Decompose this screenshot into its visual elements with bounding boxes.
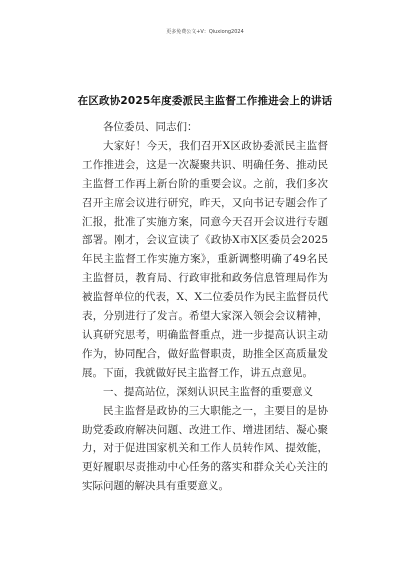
section-paragraph: 民主监督是政协的三大职能之一，主要目的是协助党委政府解决问题、改进工作、增进团结、凝心聚力，对于促进国家机关和工作人员转作风、提效能，更好履职尽责推动中心任务的落实和群众关心关注的实际问题的解决具有重要意义。	[82, 404, 328, 493]
greeting: 各位委员、同志们：	[103, 121, 198, 133]
document-body	[82, 118, 328, 496]
section-heading: 一、提高站位，深刻认识民主监督的重要意义	[103, 385, 313, 398]
header-note: 更多免费公文+V：Qiuxiong2024	[166, 29, 244, 35]
document-title: 在区政协2025年度委派民主监督工作推进会上的讲话	[77, 95, 333, 107]
opening-paragraph: 大家好！今天，我们召开X区政协委派民主监督工作推进会，这是一次凝聚共识、明确任务、推动民主监督工作再上新台阶的重要会议。之前，我们多次召开主席会议进行研究，昨天，又向书记专题会作了汇报，批准了实施方案，同意今天召开会议进行专题部署。刚才，会议宣读了《政协X市X区委员会2025年民主监督工作实施方案》，重新调整明确了49名民主监督员，教育局、行政审批和政务信息管理局作为被监督单位的代表，X、X二位委员作为民主监督员代表，分别进行了发言。希望大家深入领会会议精神，认真研究思考，明确监督重点，进一步提高认识主动作为，协同配合，做好监督职责，助推全区高质量发展。下面，我就做好民主监督工作，讲五点意见。	[82, 139, 328, 379]
